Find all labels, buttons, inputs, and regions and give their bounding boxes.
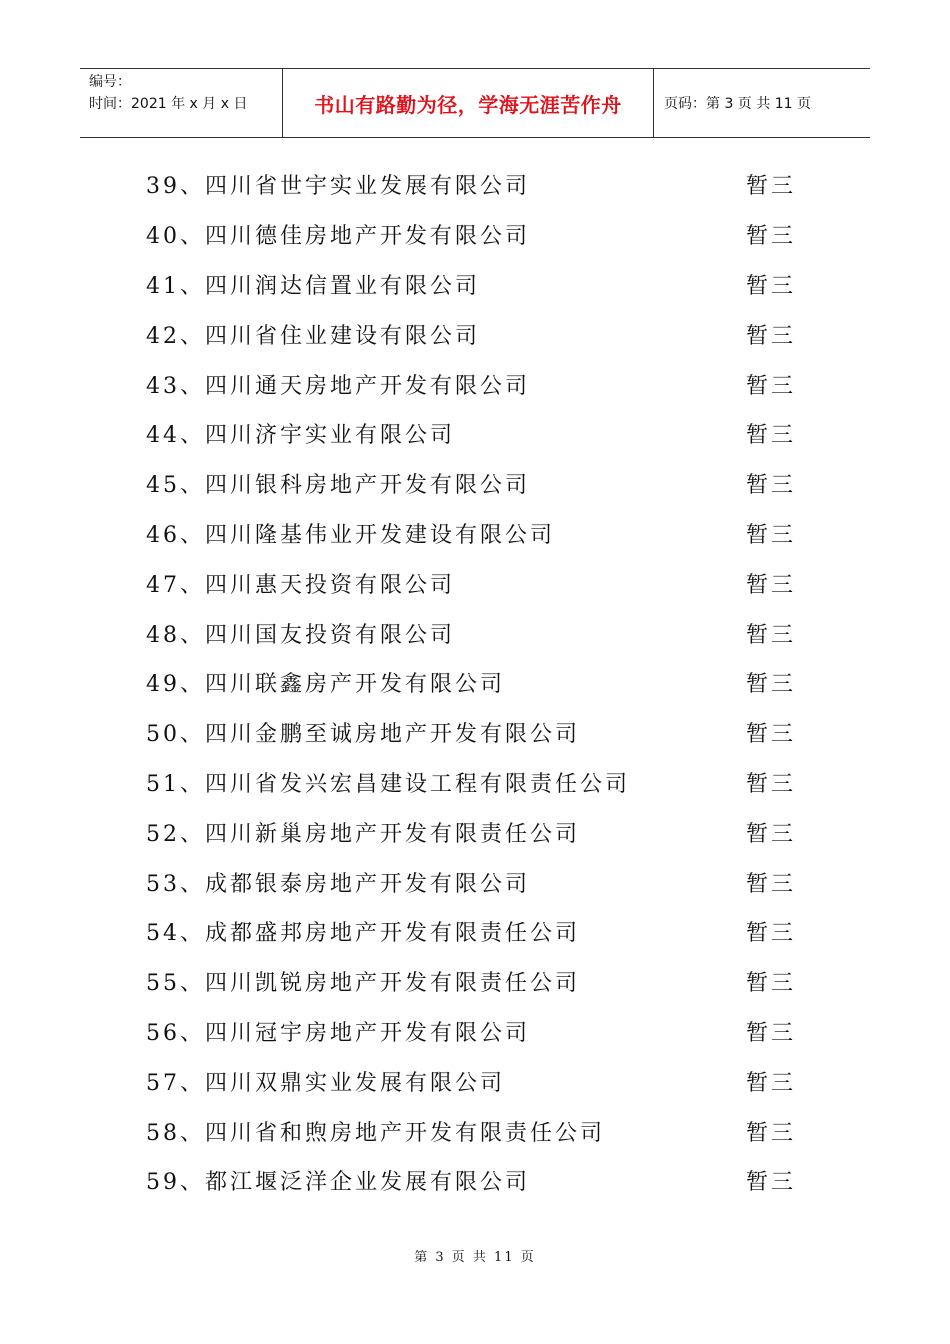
company-name: 46、四川隆基伟业开发建设有限公司	[146, 522, 555, 548]
qualification-status: 暂三	[746, 871, 797, 897]
company-name: 52、四川新巢房地产开发有限责任公司	[146, 821, 580, 847]
qualification-status: 暂三	[746, 1020, 797, 1046]
list-item	[146, 907, 806, 957]
list-item	[146, 160, 806, 210]
company-name: 44、四川济宇实业有限公司	[146, 423, 455, 449]
list-item	[146, 509, 806, 559]
company-name: 45、四川银科房地产开发有限公司	[146, 473, 530, 499]
company-name: 40、四川德佳房地产开发有限公司	[146, 224, 530, 250]
qualification-status: 暂三	[746, 771, 797, 797]
list-item	[146, 409, 806, 459]
qualification-status: 暂三	[746, 622, 797, 648]
company-name: 41、四川润达信置业有限公司	[146, 273, 480, 299]
company-name: 51、四川省发兴宏昌建设工程有限责任公司	[146, 771, 630, 797]
list-item	[146, 857, 806, 907]
list-item	[146, 608, 806, 658]
header-page-info: 页码：第 3 页 共 11 页	[664, 96, 811, 112]
qualification-status: 暂三	[746, 921, 797, 947]
list-item	[146, 1007, 806, 1057]
header-motto-cell	[282, 69, 654, 137]
header-motto: 书山有路勤为径，学海无涯苦作舟	[314, 92, 622, 117]
list-item	[146, 210, 806, 260]
list-item	[146, 1056, 806, 1106]
company-name: 42、四川省住业建设有限公司	[146, 323, 480, 349]
company-name: 39、四川省世宇实业发展有限公司	[146, 174, 530, 200]
company-name: 49、四川联鑫房产开发有限公司	[146, 672, 505, 698]
page-footer: 第 3 页 共 11 页	[414, 1250, 536, 1265]
list-item	[146, 309, 806, 359]
company-name: 59、都江堰泛洋企业发展有限公司	[146, 1170, 530, 1196]
document-date: 时间：2021 年 x 月 x 日	[89, 96, 248, 112]
company-list	[146, 160, 806, 1206]
list-item	[146, 957, 806, 1007]
qualification-status: 暂三	[746, 224, 797, 250]
qualification-status: 暂三	[746, 473, 797, 499]
company-name: 50、四川金鹏至诚房地产开发有限公司	[146, 722, 580, 748]
list-item	[146, 758, 806, 808]
list-item	[146, 558, 806, 608]
list-item	[146, 1156, 806, 1206]
qualification-status: 暂三	[746, 572, 797, 598]
company-name: 57、四川双鼎实业发展有限公司	[146, 1070, 505, 1096]
document-number-label: 编号：	[89, 74, 131, 90]
qualification-status: 暂三	[746, 174, 797, 200]
list-item	[146, 459, 806, 509]
qualification-status: 暂三	[746, 373, 797, 399]
header-meta	[80, 69, 282, 137]
header-page-info-cell	[654, 69, 870, 137]
qualification-status: 暂三	[746, 323, 797, 349]
company-name: 58、四川省和煦房地产开发有限责任公司	[146, 1120, 605, 1146]
qualification-status: 暂三	[746, 971, 797, 997]
company-name: 43、四川通天房地产开发有限公司	[146, 373, 530, 399]
company-name: 54、成都盛邦房地产开发有限责任公司	[146, 921, 580, 947]
company-name: 48、四川国友投资有限公司	[146, 622, 455, 648]
company-name: 56、四川冠宇房地产开发有限公司	[146, 1020, 530, 1046]
qualification-status: 暂三	[746, 722, 797, 748]
qualification-status: 暂三	[746, 522, 797, 548]
qualification-status: 暂三	[746, 821, 797, 847]
qualification-status: 暂三	[746, 1070, 797, 1096]
qualification-status: 暂三	[746, 423, 797, 449]
company-name: 53、成都银泰房地产开发有限公司	[146, 871, 530, 897]
list-item	[146, 658, 806, 708]
qualification-status: 暂三	[746, 672, 797, 698]
company-name: 47、四川惠天投资有限公司	[146, 572, 455, 598]
qualification-status: 暂三	[746, 273, 797, 299]
list-item	[146, 260, 806, 310]
page-header	[80, 68, 870, 138]
list-item	[146, 1106, 806, 1156]
company-name: 55、四川凯锐房地产开发有限责任公司	[146, 971, 580, 997]
qualification-status: 暂三	[746, 1120, 797, 1146]
list-item	[146, 708, 806, 758]
qualification-status: 暂三	[746, 1170, 797, 1196]
list-item	[146, 359, 806, 409]
list-item	[146, 807, 806, 857]
